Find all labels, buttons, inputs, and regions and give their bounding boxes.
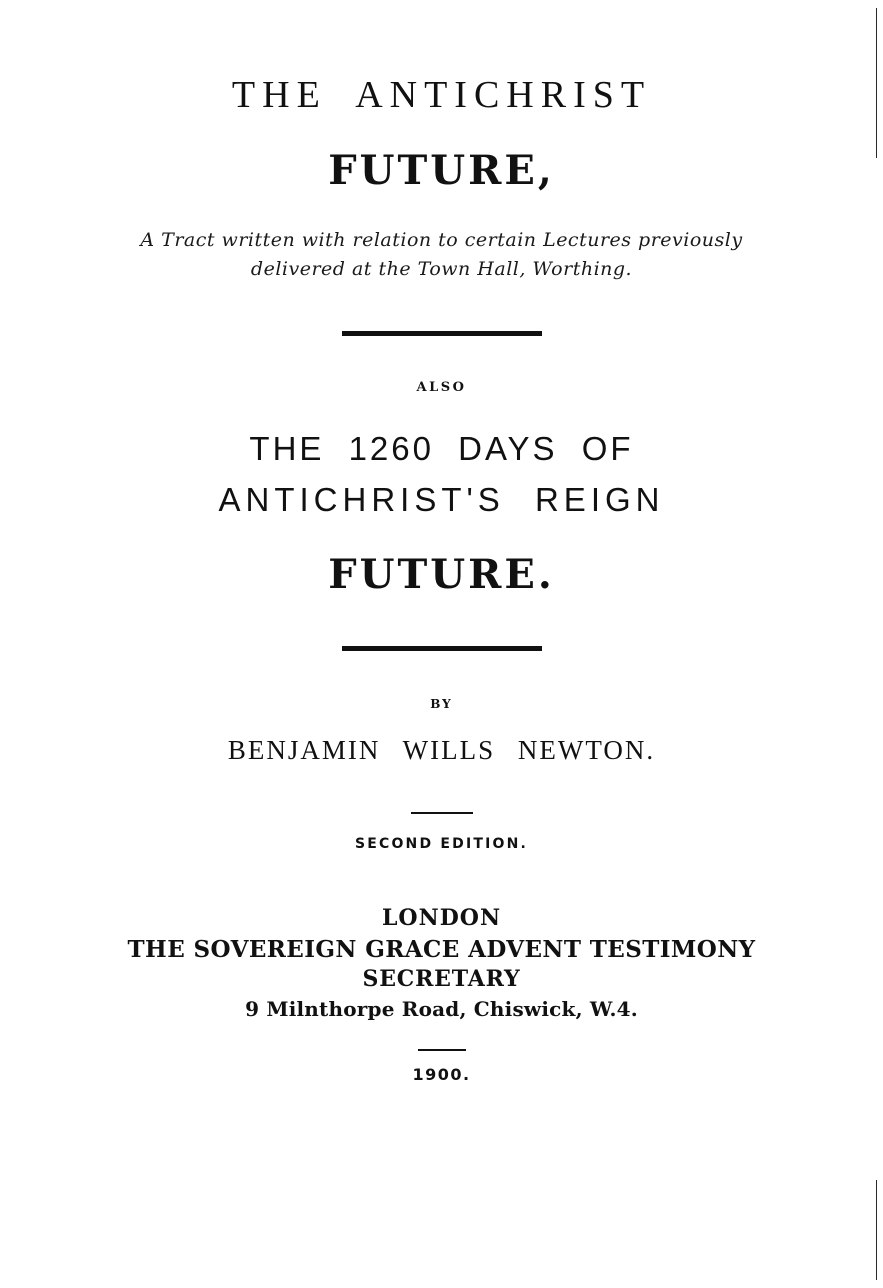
title-future-word: FUTURE,	[328, 146, 555, 194]
secondary-title-line-3: FUTURE.	[328, 550, 555, 598]
subtitle-line-2: delivered at the Town Hall, Worthing.	[250, 258, 633, 281]
publication-year: 1900.	[412, 1065, 471, 1085]
page-title: THE ANTICHRIST	[231, 74, 652, 116]
divider-rule-upper	[342, 331, 542, 336]
secondary-title	[70, 423, 813, 525]
subtitle	[70, 226, 813, 285]
divider-rule-thin-upper	[411, 812, 473, 814]
by-label: BY	[430, 696, 453, 711]
divider-rule-thin-lower	[418, 1049, 466, 1051]
divider-rule-lower	[342, 646, 542, 651]
edition-statement: SECOND EDITION.	[354, 835, 529, 852]
imprint-city: LONDON	[381, 904, 502, 931]
imprint-address: 9 Milnthorpe Road, Chiswick, W.4.	[245, 997, 638, 1022]
secondary-title-line-1: THE 1260 DAYS OF	[249, 429, 634, 467]
secondary-title-line-2: ANTICHRIST'S REIGN	[218, 480, 665, 518]
imprint-role: SECRETARY	[362, 965, 521, 992]
author-name: BENJAMIN WILLS NEWTON.	[227, 734, 656, 765]
imprint-block	[70, 904, 813, 1023]
imprint-organisation: THE SOVEREIGN GRACE ADVENT TESTIMONY	[127, 935, 756, 963]
subtitle-line-1: A Tract written with relation to certain Lectures previously	[140, 228, 743, 251]
also-label: ALSO	[416, 379, 467, 395]
